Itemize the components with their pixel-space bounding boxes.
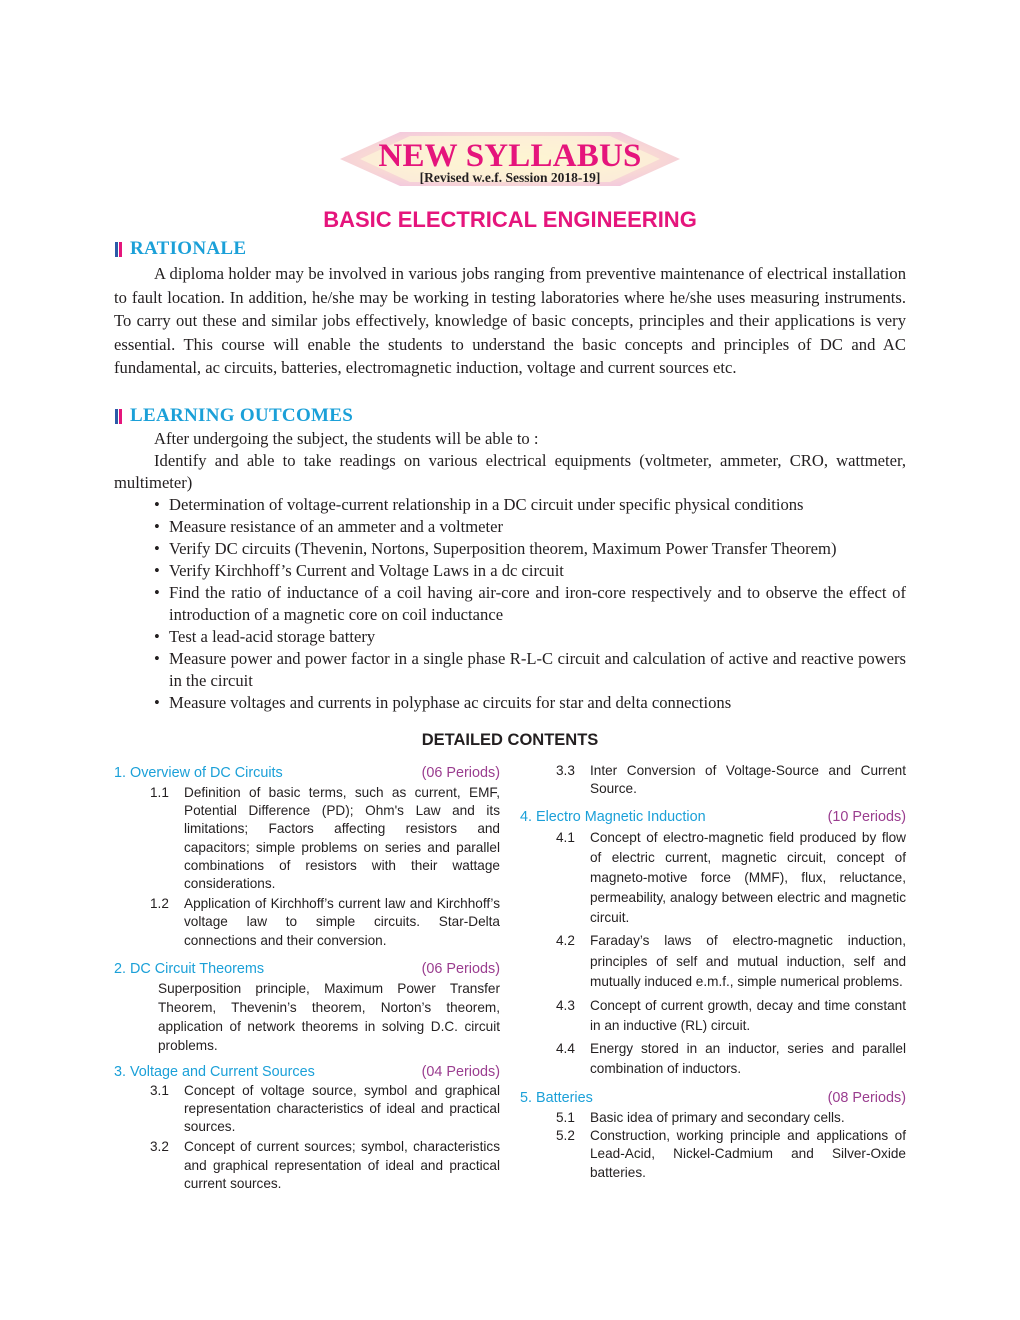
topic-item bbox=[520, 828, 906, 928]
topic-text: Basic idea of primary and secondary cells. bbox=[590, 1109, 845, 1125]
bullet-icon: • bbox=[154, 495, 160, 514]
topic-number: 1.2 bbox=[150, 896, 169, 912]
topic-text: Superposition principle, Maximum Power Transfer Theorem, Thevenin’s theorem, Norton’s theorem, application of network theorems in solving D.C. circuit problems. bbox=[158, 980, 500, 1053]
topic-text: Inter Conversion of Voltage-Source and Current Source. bbox=[590, 763, 906, 797]
learning-outcomes-heading-text: LEARNING OUTCOMES bbox=[130, 405, 354, 426]
topic-item bbox=[520, 996, 906, 1036]
bullet-icon: • bbox=[154, 693, 160, 712]
list-item: • Determination of voltage-current relationship in a DC circuit under specific physical conditions bbox=[154, 495, 804, 514]
unit-5-heading bbox=[520, 1088, 906, 1108]
topic-item bbox=[520, 931, 906, 992]
unit-4-heading bbox=[520, 807, 906, 827]
unit-3-heading bbox=[114, 1062, 500, 1082]
new-syllabus-banner bbox=[340, 128, 680, 190]
rationale-heading-text: RATIONALE bbox=[130, 238, 247, 259]
topic-text: Concept of voltage source, symbol and graphical representation characteristics of ideal and practical sources. bbox=[184, 1082, 500, 1135]
topic-text: Definition of basic terms, such as current, EMF, Potential Difference (PD); Ohm's Law and its limitations; Factors affecting resistors and capacitors; simple problems on series and parallel combinations of resistors with their wattage considerations. bbox=[184, 785, 500, 892]
topic-number: 4.2 bbox=[556, 933, 575, 949]
unit-title: 2. DC Circuit Theorems bbox=[114, 960, 265, 977]
list-item: • Measure voltages and currents in polyphase ac circuits for star and delta connections bbox=[154, 693, 732, 712]
detailed-contents-heading: DETAILED CONTENTS bbox=[421, 731, 599, 749]
banner-title: NEW SYLLABUS bbox=[378, 138, 642, 174]
bullet-icon: • bbox=[154, 583, 160, 602]
rationale-heading bbox=[115, 238, 246, 260]
bullet-icon: • bbox=[154, 627, 160, 646]
unit-title: 1. Overview of DC Circuits bbox=[114, 765, 283, 781]
list-item: • Verify DC circuits (Thevenin, Nortons, Superposition theorem, Maximum Power Transfer Theorem) bbox=[154, 539, 837, 558]
topic-number: 4.4 bbox=[556, 1040, 575, 1056]
unit-title: 3. Voltage and Current Sources bbox=[114, 1063, 315, 1080]
section-marker-icon bbox=[115, 242, 122, 257]
topic-text: Concept of current growth, decay and time constant in an inductive (RL) circuit. bbox=[590, 997, 906, 1033]
list-item: • Test a lead-acid storage battery bbox=[154, 627, 376, 646]
topic-text: Application of Kirchhoff’s current law and Kirchhoff’s voltage law to simple circuits. Star-Delta connections and their conversion. bbox=[184, 896, 500, 948]
topic-text: Concept of current sources; symbol, characteristics and graphical representation of ideal and practical current sources. bbox=[184, 1139, 500, 1191]
learning-outcomes-heading bbox=[115, 405, 353, 427]
topic-item bbox=[114, 895, 500, 950]
unit-title: 4. Electro Magnetic Induction bbox=[520, 809, 706, 826]
unit-periods: (10 Periods) bbox=[827, 809, 906, 826]
topic-item bbox=[520, 1108, 906, 1127]
banner-subtitle: [Revised w.e.f. Session 2018-19] bbox=[419, 170, 601, 185]
bullet-icon: • bbox=[154, 539, 160, 558]
unit-periods: (06 Periods) bbox=[421, 960, 500, 977]
list-item: • Verify Kirchhoff’s Current and Voltage Laws in a dc circuit bbox=[154, 561, 564, 580]
topic-text: Construction, working principle and applications of Lead-Acid, Nickel-Cadmium and Silver-Oxide batteries. bbox=[590, 1127, 906, 1180]
learning-outcomes-intro: After undergoing the subject, the students will be able to : bbox=[154, 429, 539, 448]
topic-number: 5.1 bbox=[556, 1109, 575, 1125]
topic-text: Energy stored in an inductor, series and parallel combination of inductors. bbox=[590, 1040, 906, 1076]
unit-2-heading bbox=[114, 959, 500, 979]
topic-number: 3.1 bbox=[150, 1082, 169, 1098]
subject-title: BASIC ELECTRICAL ENGINEERING bbox=[323, 207, 697, 232]
contents-right-column bbox=[520, 762, 906, 1182]
learning-outcomes-list bbox=[154, 494, 906, 714]
learning-outcomes-identify: Identify and able to take readings on various electrical equipments (voltmeter, ammeter, CRO, wattmeter, multimeter) bbox=[114, 451, 906, 492]
list-item: • Find the ratio of inductance of a coil having air-core and iron-core respectively and to observe the effect of introduction of a magnetic core on coil inductance bbox=[154, 583, 906, 624]
topic-number: 3.2 bbox=[150, 1139, 169, 1155]
contents-left-column bbox=[114, 763, 500, 1193]
topic-item bbox=[114, 1082, 500, 1137]
unit-periods: (06 Periods) bbox=[421, 765, 500, 781]
topic-number: 1.1 bbox=[150, 785, 169, 800]
list-item: • Measure resistance of an ammeter and a voltmeter bbox=[154, 517, 504, 536]
bullet-icon: • bbox=[154, 561, 160, 580]
topic-number: 3.3 bbox=[556, 763, 575, 778]
unit-periods: (08 Periods) bbox=[827, 1089, 906, 1106]
section-marker-icon bbox=[115, 409, 122, 424]
topic-text: Faraday’s laws of electro-magnetic induction, principles of self and mutual induction, self and mutually induced e.m.f., simple numerical problems. bbox=[590, 933, 906, 990]
list-item: • Measure power and power factor in a single phase R-L-C circuit and calculation of active and reactive powers in the circuit bbox=[154, 649, 906, 690]
unit-title: 5. Batteries bbox=[520, 1089, 593, 1106]
topic-item bbox=[520, 762, 906, 798]
topic-text: Concept of electro-magnetic field produced by flow of electric current, magnetic circuit, concept of magneto-motive force (MMF), flux, reluctance, permeability, analogy between electric and magnetic circuit. bbox=[590, 830, 906, 926]
rationale-paragraph: A diploma holder may be involved in various jobs ranging from preventive maintenance of electrical installation to fault location. In addition, he/she may be working in testing laboratories where he/she uses measuring instruments. To carry out these and similar jobs effectively, knowledge of basic concepts, principles and their applications is very essential. This course will enable the students to understand the basic concepts and principles of DC and AC fundamental, ac circuits, batteries, electromagnetic induction, voltage and current sources etc. bbox=[114, 264, 906, 378]
topic-item bbox=[520, 1039, 906, 1079]
unit-periods: (04 Periods) bbox=[421, 1063, 500, 1080]
topic-number: 4.3 bbox=[556, 997, 575, 1013]
topic-item bbox=[520, 1127, 906, 1183]
bullet-icon: • bbox=[154, 649, 160, 668]
topic-item bbox=[114, 784, 500, 893]
topic-number: 5.2 bbox=[556, 1127, 575, 1143]
bullet-icon: • bbox=[154, 517, 160, 536]
topic-item bbox=[114, 1138, 500, 1193]
unit-1-heading bbox=[114, 763, 500, 783]
topic-number: 4.1 bbox=[556, 830, 575, 846]
